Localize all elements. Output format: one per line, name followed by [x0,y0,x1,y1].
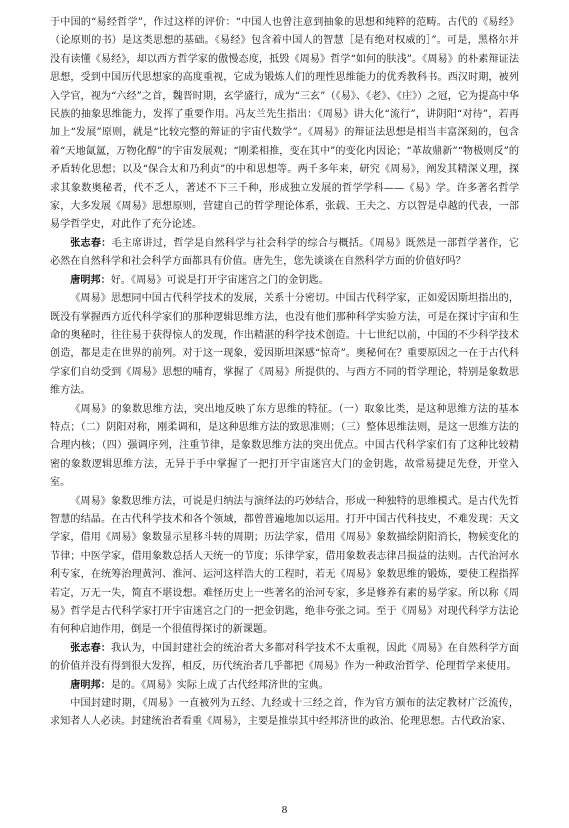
paragraph-text: 《周易》的象数思维方法，突出地反映了东方思维的特征。（一）取象比类，是这种思维方法的基本特点；（二）阴阳对称，刚柔调和，是这种思维方法的致思准则；（三）整体思维法则，是这一思维方法的合理内核；（四）强调序列，注重节律，是象数思维方法的突出优点。中国古代科学家们有了这种比较精密的象数逻辑思维方法，无异于手中掌握了一把打开宇宙迷宫大门的金钥匙，故常易捷足先登，开堂入室。 [50,403,519,489]
paragraph [50,235,519,272]
speaker-name: 张志春： [70,642,111,654]
page-number: 8 [281,804,288,816]
paragraph [50,493,519,640]
paragraph-text: 中国封建时期，《周易》一直被列为五经、九经或十三经之首，作为官方颁布的法定教材广泛流传，求知者人人必读。封建统治者看重《周易》，主要是推崇其中经邦济世的政治、伦理思想。古代政治家、 [50,698,519,728]
paragraph [50,695,519,732]
speaker-name: 唐明邦： [70,679,111,691]
document-body [50,14,519,732]
paragraph-text: 《周易》思想同中国古代科学技术的发展，关系十分密切。中国古代科学家，正如爱因斯坦指出的，既没有掌握西方近代科学家们的那种逻辑思维方法，也没有他们那种科学实验方法，可是在探讨宇宙和生命的奥秘时，往往易于获得惊人的发现，作出精湛的科学技术创造。十七世纪以前，中国的不少科学技术创造，都是走在世界的前列。对于这一现象，爱因斯坦深感“惊奇”。奥秘何在？重要原因之一在于古代科学家们自幼受到《周易》思想的哺育，掌握了《周易》所提供的、与西方不同的哲学理论，特别是象数思维方法。 [50,293,519,397]
paragraph-text: 毛主席讲过，哲学是自然科学与社会科学的综合与概括。《周易》既然是一部哲学著作，它必然在自然科学和社会科学方面都具有价值。唐先生，您先谈谈在自然科学方面的价值好吗？ [50,237,519,268]
paragraph-text: 我认为，中国封建社会的统治者大多都对科学技术不太重视，因此《周易》在自然科学方面的价值并没有得到很大发挥，相反，历代统治者几乎都把《周易》作为一种政治哲学、伦理哲学来使用。 [50,642,520,673]
paragraph-text: 是的。《周易》实际上成了古代经邦济世的宝典。 [110,679,329,691]
paragraph [50,401,519,493]
speaker-name: 张志春： [70,237,112,249]
paragraph-text: 于中国的“易经哲学”，作过这样的评价：“中国人也曾注意到抽象的思想和纯粹的范畴。古代的《易经》（论原则的书）是这类思想的基础。《易经》包含着中国人的智慧［是有绝对权威的］”。可是，黑格尔并没有读懂《易经》，却以西方哲学家的傲慢态度，抵毁《周易》哲学“如何的肤浅”。《周易》的朴素辩证法思想，受到中国历代思想家的高度重视，它成为锻炼人们的理性思维能力的优秀教科书。西汉时期，被列入学官，视为“六经”之首，魏晋时期，玄学盛行，成为“三玄”（《易》、《老》、《庄》）之冠，它为提高中华民族的抽象思维能力，发挥了重要作用。冯友兰先生指出：《周易》讲大化“流行”，讲阴阳“对待”，若再加上“发展”原则，就是“比较完整的辩证的宇宙代数学”。《周易》的辩证法思想是相当丰富深刻的，包含着“天地氤氲，万物化醇”的宇宙发展观；“刚柔相推，变在其中”的变化内因论；“革故鼎新”“物极则反”的矛盾转化思想；以及“保合太和乃利贞”的中和思想等。两千多年来，研究《周易》，阐发其精深义理，探求其象数奥秘者，代不乏人，著述不下三千种，形成独立发展的哲学学科——《易》学。许多著名哲学家，大多发展《周易》思想原则，营建自己的哲学理论体系，张载、王夫之、方以智是卓越的代表，一部易学哲学史，对此作了充分论述。 [50,17,519,231]
paragraph-text: 好。《周易》可说是打开宇宙迷宫之门的金钥匙。 [110,274,329,286]
paragraph [50,640,519,677]
speaker-name: 唐明邦： [70,274,111,286]
paragraph [50,14,519,235]
paragraph-text: 《周易》象数思维方法，可说是归纳法与演绎法的巧妙结合，形成一种独特的思维模式。是古代先哲智慧的结晶。在古代科学技术和各个领域，都曾普遍地加以运用。打开中国古代科技史，不难发现：天文学家，借用《周易》象数显示星移斗转的周期；历法学家，借用《周易》象数描绘阴阳消长，物候变化的节律；中医学家，借用象数总括人天统一的节度；乐律学家，借用象数表志律吕损益的法则。古代治河水利专家，在统筹治理黄河、淮河、运河这样浩大的工程时，若无《周易》象数思维的锻炼，要使工程指挥若定，万无一失，简直不堪设想。难怪历史上一些著名的治河专家，多是修养有素的易学家。所以称《周易》哲学是古代科学家打开宇宙迷宫之门的一把金钥匙，绝非夸张之词。至于《周易》对现代科学方法论有何种启迪作用，倒是一个很值得探讨的新课题。 [50,495,519,636]
paragraph [50,272,519,290]
paragraph [50,677,519,695]
paragraph [50,290,519,400]
